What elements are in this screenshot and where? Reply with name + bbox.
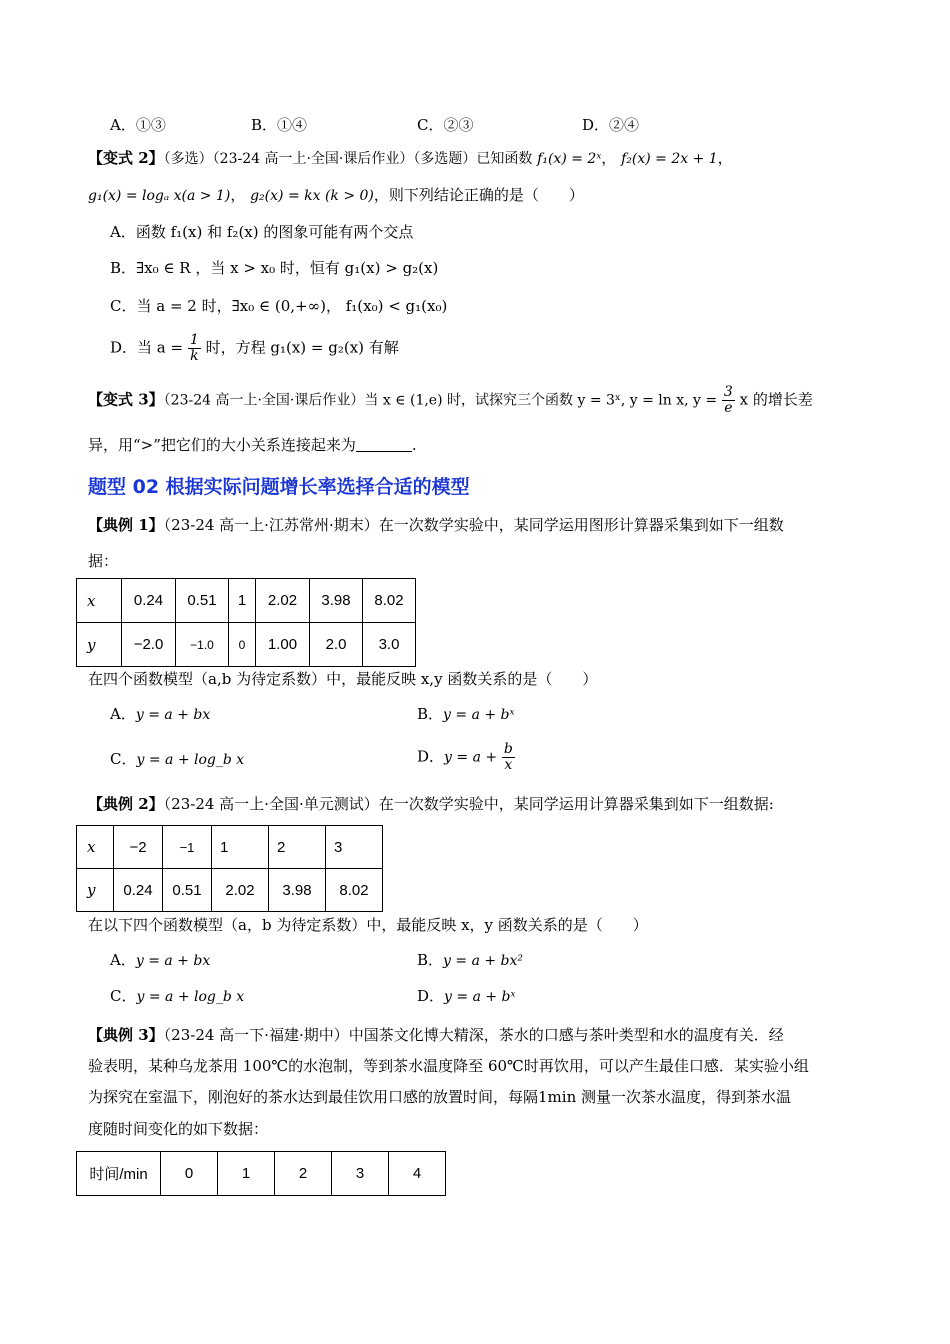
- fraction: $\frac{1}{k}$: [189, 332, 199, 364]
- answer-blank: [356, 435, 412, 452]
- ex1-option-b: B．y = a + bˣ: [417, 705, 515, 723]
- ex2-option-d: D．y = a + bˣ: [417, 987, 516, 1005]
- ex3-data-table: [76, 1151, 446, 1196]
- ex1-option-c: C．y = a + log_b x: [110, 750, 245, 768]
- ex2-option-a: A．y = a + bx: [110, 951, 211, 969]
- ex3-line3: 为探究在室温下，刚泡好的茶水达到最佳饮用口感的放置时间，每隔1min 测量一次茶水温度，得到茶水温: [88, 1088, 791, 1106]
- ex1-option-a: A．y = a + bx: [110, 705, 211, 723]
- ex1-line2: 据：: [88, 552, 119, 570]
- table-row: y 0.24 0.51 2.02 3.98 8.02: [77, 869, 383, 912]
- v2-option-d: D．当 a = $\frac{1}{k}$ 时，方程 g₁(x) = g₂(x) 有解: [110, 332, 399, 364]
- ex1-line1: 【典例 1】（23-24 高一上·江苏常州·期末）在一次数学实验中，某同学运用图形计算器采集到如下一组数: [88, 516, 784, 534]
- option-c: C．②③: [417, 116, 474, 134]
- fraction: $\frac{b}{x}$: [503, 741, 513, 773]
- v2-line1: 【变式 2】（多选）（23-24 高一上·全国·课后作业）（多选题）已知函数 f₁(x) = 2ˣ， f₂(x) = 2x + 1，: [88, 149, 733, 167]
- ex3-line2: 验表明，某种乌龙茶用 100℃的水泡制，等到茶水温度降至 60℃时再饮用，可以产生最佳口感．某实验小组: [88, 1057, 809, 1075]
- ex2-question: 在以下四个函数模型（a，b 为待定系数）中，最能反映 x，y 函数关系的是（ ）: [88, 916, 648, 934]
- table-row: 时间/min 0 1 2 3 4: [77, 1152, 446, 1196]
- v2-option-a: A．函数 f₁(x) 和 f₂(x) 的图象可能有两个交点: [110, 223, 414, 241]
- option-d: D．②④: [582, 116, 640, 134]
- v2-line2: g₁(x) = logₐ x(a > 1)， g₂(x) = kx (k > 0)，则下列结论正确的是（ ）: [88, 186, 584, 204]
- table-row: y −2.0 −1.0 0 1.00 2.0 3.0: [77, 623, 416, 667]
- v3-line1: 【变式 3】（23-24 高一上·全国·课后作业）当 x ∈ (1,e) 时，试探究三个函数 y = 3ˣ, y = ln x, y = $\frac{3}{e}$ x 的增长差: [88, 384, 813, 416]
- ex2-line1: 【典例 2】（23-24 高一上·全国·单元测试）在一次数学实验中，某同学运用计算器采集到如下一组数据:: [88, 795, 774, 813]
- table-row: x −2 −1 1 2 3: [77, 826, 383, 869]
- ex2-data-table: [76, 825, 383, 912]
- option-a: A．①③: [110, 116, 166, 134]
- section-heading: 题型 02 根据实际问题增长率选择合适的模型: [88, 476, 470, 498]
- ex3-line4: 度随时间变化的如下数据：: [88, 1120, 269, 1138]
- ex2-option-b: B．y = a + bx²: [417, 951, 524, 969]
- v3-line2: 异，用“>”把它们的大小关系连接起来为 .: [88, 436, 417, 454]
- ex1-question: 在四个函数模型（a,b 为待定系数）中，最能反映 x,y 函数关系的是（ ）: [88, 670, 598, 688]
- ex3-line1: 【典例 3】（23-24 高一下·福建·期中）中国茶文化博大精深，茶水的口感与茶叶类型和水的温度有关．经: [88, 1026, 784, 1044]
- v2-option-c: C．当 a = 2 时，∃x₀ ∈ (0,+∞)， f₁(x₀) < g₁(x₀): [110, 297, 448, 315]
- ex2-option-c: C．y = a + log_b x: [110, 987, 245, 1005]
- ex1-option-d: D．y = a + $\frac{b}{x}$: [417, 741, 513, 773]
- table-row: x 0.24 0.51 1 2.02 3.98 8.02: [77, 579, 416, 623]
- fraction: $\frac{3}{e}$: [723, 384, 733, 416]
- option-b: B．①④: [251, 116, 308, 134]
- ex1-data-table: [76, 578, 416, 667]
- v2-option-b: B．∃x₀ ∈ R ，当 x > x₀ 时，恒有 g₁(x) > g₂(x): [110, 259, 439, 277]
